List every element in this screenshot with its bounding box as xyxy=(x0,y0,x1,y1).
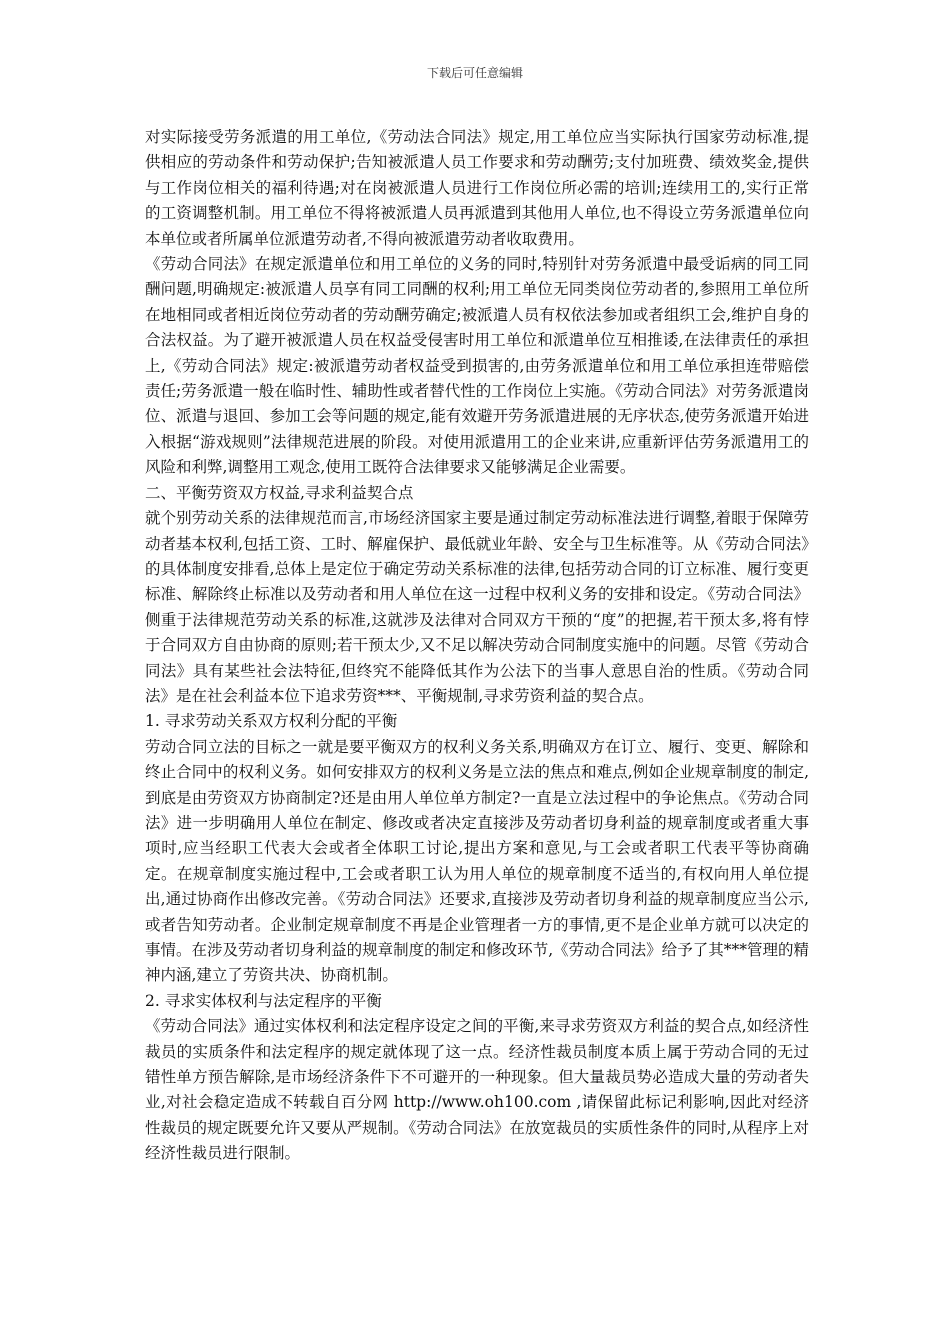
subsection-heading: 1. 寻求劳动关系双方权利分配的平衡 xyxy=(145,712,398,731)
document-body xyxy=(145,125,809,1167)
paragraph: 劳动合同立法的目标之一就是要平衡双方的权利义务关系,明确双方在订立、履行、变更、解除和终止合同中的权利义务。如何安排双方的权利义务是立法的焦点和难点,例如企业规章制度的制定,到底是由劳资双方协商制定?还是由用人单位单方制定?一直是立法过程中的争论焦点。《劳动合同法》进一步明确用人单位在制定、修改或者决定直接涉及劳动者切身利益的规章制度或者重大事项时,应当经职工代表大会或者全体职工讨论,提出方案和意见,与工会或者职工代表平等协商确定。在规章制度实施过程中,工会或者职工认为用人单位的规章制度不适当的,有权向用人单位提出,通过协商作出修改完善。《劳动合同法》还要求,直接涉及劳动者切身利益的规章制度应当公示,或者告知劳动者。企业制定规章制度不再是企业管理者一方的事情,更不是企业单方就可以决定的事情。在涉及劳动者切身利益的规章制度的制定和修改环节,《劳动合同法》给予了其***管理的精神内涵,建立了劳资共决、协商机制。 xyxy=(145,737,809,985)
subsection-heading: 2. 寻求实体权利与法定程序的平衡 xyxy=(145,991,382,1010)
paragraph: 《劳动合同法》在规定派遣单位和用工单位的义务的同时,特别针对劳务派遣中最受诟病的同工同酬问题,明确规定:被派遣人员享有同工同酬的权利;用工单位无同类岗位劳动者的,参照用工单位所在地相同或者相近岗位劳动者的劳动酬劳确定;被派遣人员有权依法参加或者组织工会,维护自身的合法权益。为了避开被派遣人员在权益受侵害时用工单位和派遣单位互相推诿,在法律责任的承担上,《劳动合同法》规定:被派遣劳动者权益受到损害的,由劳务派遣单位和用工单位承担连带赔偿责任;劳务派遣一般在临时性、辅助性或者替代性的工作岗位上实施。《劳动合同法》对劳务派遣岗位、派遣与退回、参加工会等问题的规定,能有效避开劳务派遣进展的无序状态,使劳务派遣开始进入根据“游戏规则”法律规范进展的阶段。对使用派遣用工的企业来讲,应重新评估劳务派遣用工的风险和利弊,调整用工观念,使用工既符合法律要求又能够满足企业需要。 xyxy=(145,255,809,477)
paragraph: 《劳动合同法》通过实体权利和法定程序设定之间的平衡,来寻求劳资双方利益的契合点,如经济性裁员的实质条件和法定程序的规定就体现了这一点。经济性裁员制度本质上属于劳动合同的无过错性单方预告解除,是市场经济条件下不可避开的一种现象。但大量裁员势必造成大量的劳动者失业,对社会稳定造成不转载自百分网 http://www.oh100.com ,请保留此标记利影响,因此对经济性裁员的规定既要允许又要从严规制。《劳动合同法》在放宽裁员的实质性条件的同时,从程序上对经济性裁员进行限制。 xyxy=(145,1017,809,1163)
page-header: 下载后可任意编辑 xyxy=(426,66,523,80)
paragraph: 对实际接受劳务派遣的用工单位,《劳动法合同法》规定,用工单位应当实际执行国家劳动标准,提供相应的劳动条件和劳动保护;告知被派遣人员工作要求和劳动酬劳;支付加班费、绩效奖金,提供与工作岗位相关的福利待遇;对在岗被派遣人员进行工作岗位所必需的培训;连续用工的,实行正常的工资调整机制。用工单位不得将被派遣人员再派遣到其他用人单位,也不得设立劳务派遣单位向本单位或者所属单位派遣劳动者,不得向被派遣劳动者收取费用。 xyxy=(145,128,809,248)
section-heading: 二、平衡劳资双方权益,寻求利益契合点 xyxy=(145,483,414,502)
paragraph: 就个别劳动关系的法律规范而言,市场经济国家主要是通过制定劳动标准法进行调整,着眼于保障劳动者基本权利,包括工资、工时、解雇保护、最低就业年龄、安全与卫生标准等。从《劳动合同法》的具体制度安排看,总体上是定位于确定劳动关系标准的法律,包括劳动合同的订立标准、履行变更标准、解除终止标准以及劳动者和用人单位在这一过程中权利义务的安排和设定。《劳动合同法》侧重于法律规范劳动关系的标准,这就涉及法律对合同双方干预的“度”的把握,若干预太多,将有悖于合同双方自由协商的原则;若干预太少,又不足以解决劳动合同制度实施中的问题。尽管《劳动合同法》具有某些社会法特征,但终究不能降低其作为公法下的当事人意思自治的性质。《劳动合同法》是在社会利益本位下追求劳资***、平衡规制,寻求劳资利益的契合点。 xyxy=(145,509,809,705)
